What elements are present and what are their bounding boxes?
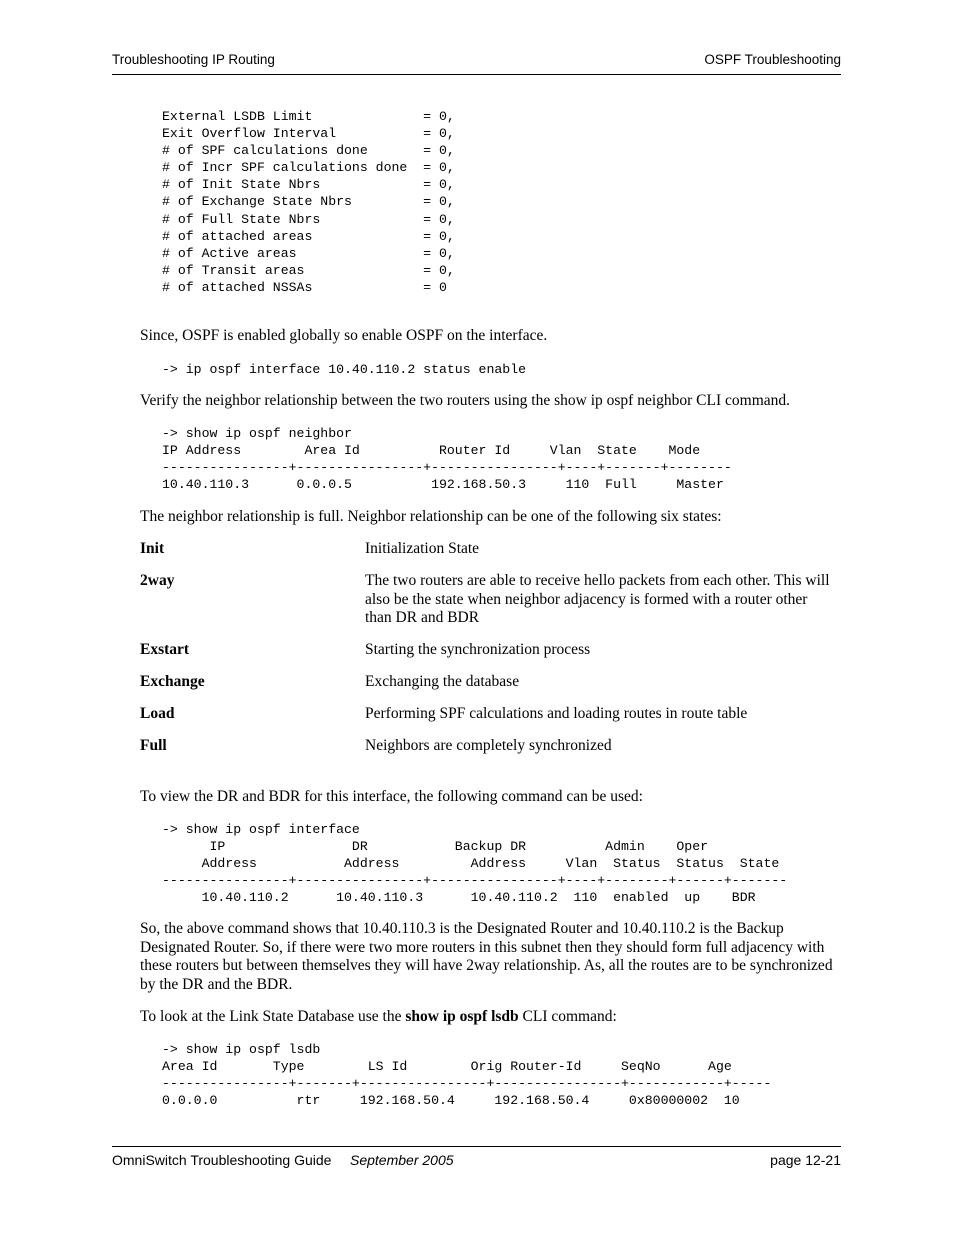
- interface-output-code-block: -> show ip ospf interface IP DR Backup DR Admin Oper Address Address Address Vlan Status Status State ----------------+----------------+----------------+----+--------+------+------- 10.40.110.2 10.40.110.3 10.40.110.2 110 enabled up BDR: [162, 822, 788, 906]
- state-term-2way: 2way: [140, 572, 175, 589]
- footer-rule: [112, 1146, 841, 1147]
- lsdb-intro-text-end: CLI command:: [518, 1008, 617, 1025]
- paragraph-neighbor-states: The neighbor relationship is full. Neighbor relationship can be one of the following six states:: [140, 508, 722, 525]
- footer-page-number: page 12-21: [770, 1152, 841, 1168]
- state-term-exchange: Exchange: [140, 673, 205, 690]
- state-term-exstart: Exstart: [140, 641, 190, 658]
- header-rule: [112, 74, 841, 75]
- enable-interface-command: -> ip ospf interface 10.40.110.2 status enable: [162, 362, 527, 377]
- state-desc-full: Neighbors are completely synchronized: [365, 737, 612, 754]
- state-desc-2way: The two routers are able to receive hello packets from each other. This will also be the state when neighbor adjacency is formed with a router other than DR and BDR: [365, 572, 830, 626]
- state-desc-init: Initialization State: [365, 540, 480, 557]
- state-desc-exchange: Exchanging the database: [365, 673, 520, 690]
- neighbor-output-code-block: -> show ip ospf neighbor IP Address Area Id Router Id Vlan State Mode ----------------+----------------+----------------+----+-------+-------- 10.40.110.3 0.0.0.5 192.168.50.3 110 Full Master: [162, 426, 732, 493]
- state-desc-exstart: Starting the synchronization process: [365, 641, 591, 658]
- state-desc-load: Performing SPF calculations and loading routes in route table: [365, 705, 748, 722]
- state-term-load: Load: [140, 705, 175, 722]
- paragraph-dr-explanation: So, the above command shows that 10.40.110.3 is the Designated Router and 10.40.110.2 is the Backup Designated Router. So, if there were two more routers in this subnet then they should form full adjacency with these routers but between themselves they will have 2way relationship. As, all the routes are to be synchronized by the DR and the BDR.: [140, 920, 833, 993]
- ospf-stats-code-block: External LSDB Limit = 0, Exit Overflow Interval = 0, # of SPF calculations done = 0, # of Incr SPF calculations done = 0, # of Init State Nbrs = 0, # of Exchange State Nbrs = 0, # of Full State Nbrs = 0, # of attached areas = 0, # of Active areas = 0, # of Transit areas = 0, # of attached NSSAs = 0: [162, 109, 455, 295]
- running-header-right: OSPF Troubleshooting: [704, 52, 841, 67]
- lsdb-command-name: show ip ospf lsdb: [405, 1008, 519, 1025]
- lsdb-output-code-block: -> show ip ospf lsdb Area Id Type LS Id Orig Router-Id SeqNo Age ----------------+-------+----------------+----------------+------------+----- 0.0.0.0 rtr 192.168.50.4 192.168.50.4 0x80000002 10: [162, 1042, 772, 1109]
- state-term-full: Full: [140, 737, 167, 754]
- state-term-init: Init: [140, 540, 165, 557]
- lsdb-intro-text: To look at the Link State Database use the: [140, 1008, 406, 1025]
- running-header-left: Troubleshooting IP Routing: [112, 52, 275, 67]
- paragraph-enable-ospf: Since, OSPF is enabled globally so enable OSPF on the interface.: [140, 327, 548, 344]
- paragraph-lsdb-intro: [140, 1008, 840, 1027]
- footer-guide-title: OmniSwitch Troubleshooting Guide: [112, 1152, 332, 1168]
- paragraph-view-dr-bdr: To view the DR and BDR for this interface, the following command can be used:: [140, 788, 643, 805]
- footer-date: September 2005: [350, 1152, 454, 1168]
- paragraph-verify-neighbor: Verify the neighbor relationship between the two routers using the show ip ospf neighbor CLI command.: [140, 392, 791, 409]
